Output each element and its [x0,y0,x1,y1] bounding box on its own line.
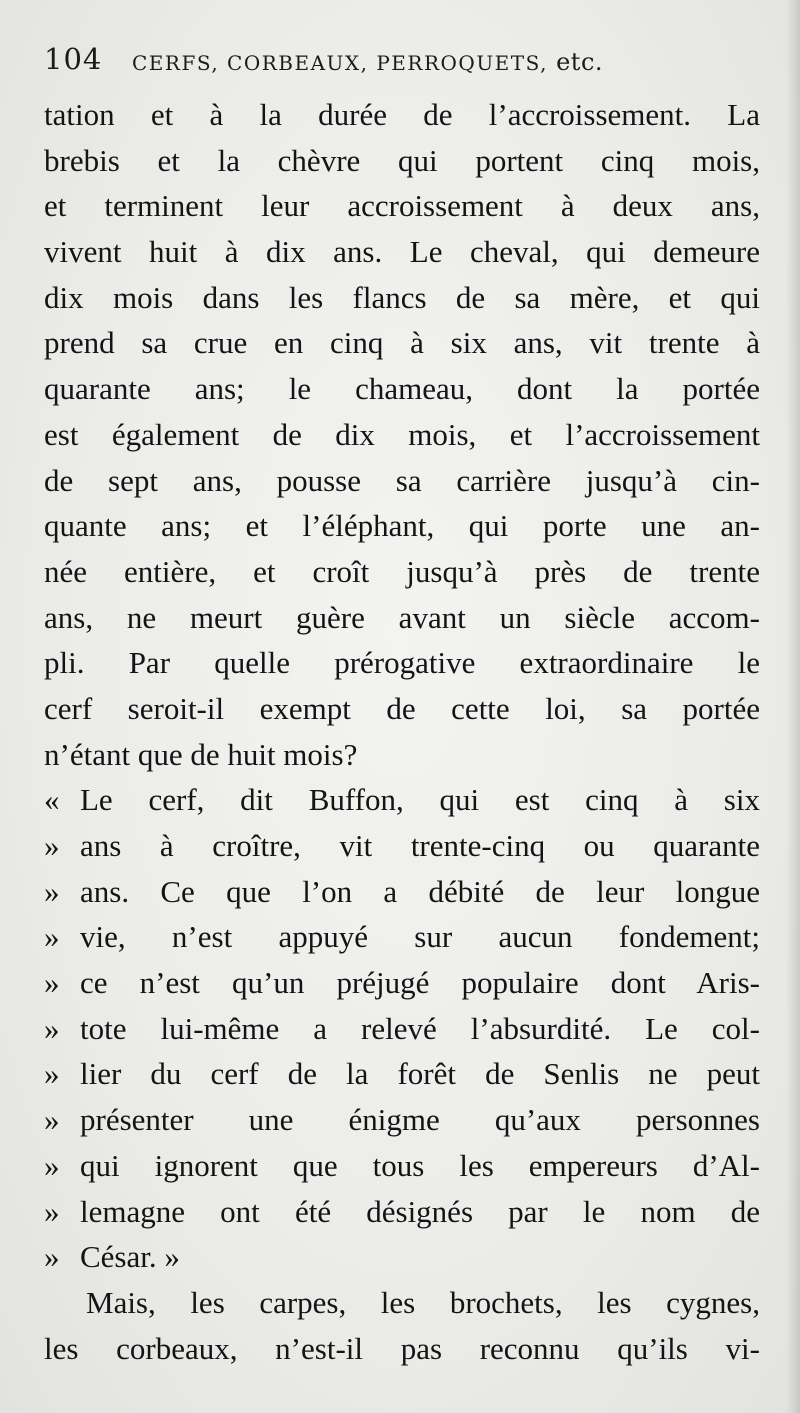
text-line: quante ans; et l’éléphant, qui porte une an- [44,508,760,544]
text-line: cerf seroit-il exempt de cette loi, sa portée [44,690,760,726]
text-line: ans, ne meurt guère avant un siècle accom- [44,599,760,635]
continuation-quote-mark: » [44,873,60,909]
quote-line [44,1189,760,1235]
quote-line [44,1097,760,1143]
continuation-quote-mark: » [44,965,60,1001]
text-line: est également de dix mois, et l’accroissement [44,416,760,452]
text-line: quarante ans; le chameau, dont la portée [44,371,760,407]
quote-line [44,1234,760,1280]
page-number: 104 [44,42,103,76]
quote-line [44,869,760,915]
text-line: tation et à la durée de l’accroissement. La [44,97,760,132]
continuation-quote-mark: » [44,1193,60,1229]
text-line: brebis et la chèvre qui portent cinq mois, [44,142,760,178]
continuation-quote-mark: » [44,1056,60,1092]
continuation-quote-mark: » [44,1102,60,1138]
continuation-quote-mark: » [44,1010,60,1046]
text-line: n’étant que de huit mois? [44,736,358,772]
quote-text: présenter une énigme qu’aux personnes [80,1102,760,1138]
text-line: prend sa crue en cinq à six ans, vit trente à [44,325,760,361]
running-head [132,48,603,76]
quote-line [44,823,760,869]
quote-text: ans à croître, vit trente-cinq ou quarante [80,828,760,863]
quote-line [44,777,760,823]
text-line: pli. Par quelle prérogative extraordinaire le [44,645,760,681]
quote-line [44,960,760,1006]
body-text [44,92,760,1371]
quote-line [44,1006,760,1052]
quote-text: vie, n’est appuyé sur aucun fondement; [80,919,760,955]
continuation-quote-mark: » [44,1147,60,1183]
quote-text: lier du cerf de la forêt de Senlis ne peut [80,1056,760,1092]
quote-text: César. » [80,1239,180,1275]
running-head-title: CERFS, CORBEAUX, PERROQUETS, [132,51,548,75]
quote-text: tote lui-même a relevé l’absurdité. Le col- [80,1010,760,1046]
page-edge-shadow [786,0,800,1413]
quote-text: qui ignorent que tous les empereurs d’Al- [80,1147,760,1183]
text-line: de sept ans, pousse sa carrière jusqu’à cin- [44,462,760,498]
quote-line [44,914,760,960]
text-line: Mais, les carpes, les brochets, les cygnes, [86,1284,760,1320]
quote-line [44,1143,760,1189]
continuation-quote-mark: » [44,919,60,955]
text-line: les corbeaux, n’est-il pas reconnu qu’ils vi- [44,1330,760,1366]
page-header [44,40,764,84]
continuation-quote-mark: » [44,1239,60,1275]
open-quote-mark: « [44,782,60,818]
quote-text: ce n’est qu’un préjugé populaire dont Aris- [80,965,760,1001]
quote-text: lemagne ont été désignés par le nom de [80,1193,760,1229]
text-line: née entière, et croît jusqu’à près de trente [44,553,760,589]
quote-text: Le cerf, dit Buffon, qui est cinq à six [80,782,760,818]
text-line: et terminent leur accroissement à deux ans, [44,188,760,224]
quote-text: ans. Ce que l’on a débité de leur longue [80,873,760,909]
continuation-quote-mark: » [44,828,60,863]
quote-line [44,1051,760,1097]
text-line: dix mois dans les flancs de sa mère, et qui [44,279,760,315]
running-head-tail: etc. [547,48,604,76]
text-line: vivent huit à dix ans. Le cheval, qui demeure [44,234,760,270]
